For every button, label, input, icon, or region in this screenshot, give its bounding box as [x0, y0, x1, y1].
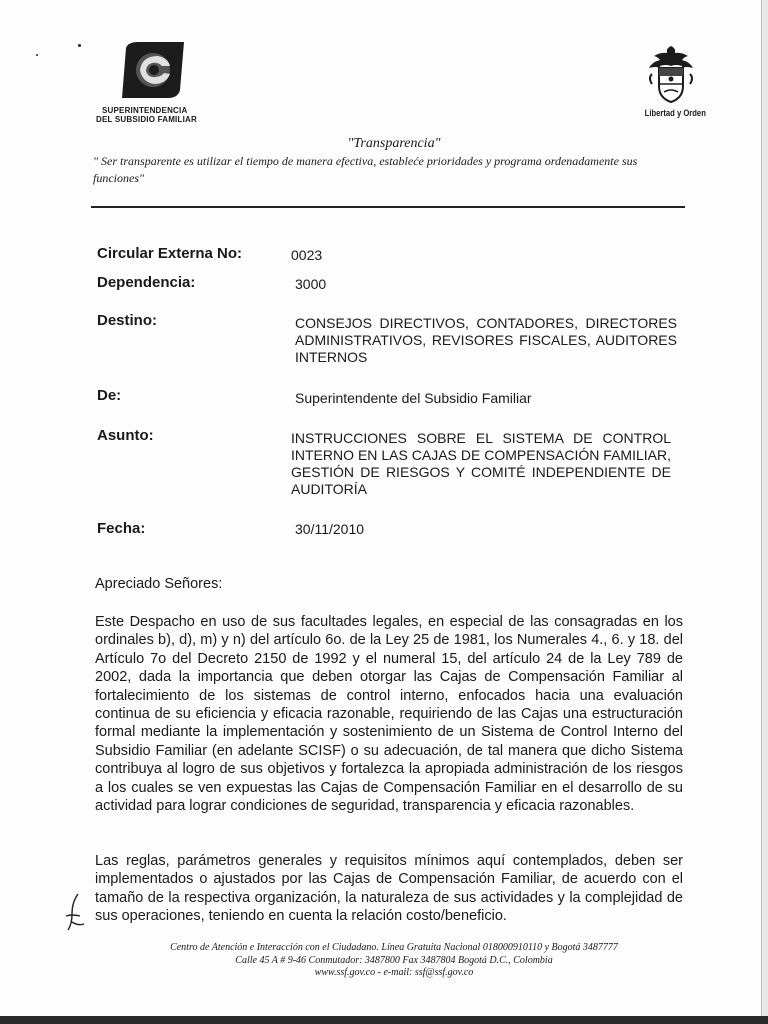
de-label: De: — [97, 387, 122, 404]
ssf-logo-line1: SUPERINTENDENCIA — [102, 106, 188, 115]
coat-of-arms — [640, 44, 706, 118]
ssf-emblem-icon — [118, 40, 188, 100]
page-footer — [0, 942, 768, 980]
scan-bottom-edge — [0, 1016, 768, 1024]
ssf-logo-line2: DEL SUBSIDIO FAMILIAR — [96, 115, 197, 124]
footer-line-2: Calle 45 A # 9-46 Conmutador: 3487800 Fax 3487804 Bogotá D.C., Colombia — [235, 954, 553, 966]
scan-speck — [78, 44, 81, 47]
footer-line-1: Centro de Atención e Interacción con el Ciudadano. Línea Gratuita Nacional 018000910110 y Bogotá 3487777 — [170, 942, 618, 953]
fecha-label: Fecha: — [97, 520, 146, 537]
ssf-logo — [96, 40, 216, 124]
body-paragraph-2: Las reglas, parámetros generales y requisitos mínimos aquí contemplados, deben ser implementados o ajustados por las Cajas de Compensación Familiar, de acuerdo con el tamaño de la respectiva organización, la naturaleza de sus actividades y la complejidad de sus operaciones, teniendo en cuenta la relación costo/beneficio. — [95, 853, 683, 925]
salutation: Apreciado Señores: — [95, 576, 223, 592]
fecha-value: 30/11/2010 — [295, 521, 365, 537]
body-paragraph-1: Este Despacho en uso de sus facultades legales, en especial de las consagradas en los ordinales b), d), m) y n) del artículo 6o. de la Ley 25 de 1981, los Numerales 4., 6. y 18. del Artículo 7o del Decreto 2150 de 1992 y el numeral 15, del artículo 24 de la Ley 789 de 2002, dada la importancia que deben otorgar las Cajas de Compensación Familiar al fortalecimiento de los sistemas de control interno, enfocados hacia una evaluación continua de su eficiencia y eficacia razonable, requiriendo de las Cajas una estructuración formal mediante la implementación y sostenimiento de un Sistema de Control Interno del Subsidio Familiar (en adelante SCISF) o su adecuación, de tal manera que dicho Sistema contribuya al logro de sus objetivos y fortalezca la apropiada administración de los riesgos a los cuales se ven expuestas las Cajas de Compensación Familiar en el desarrollo de su actividad para lograr condiciones de seguridad, transparencia y eficacia razonables. — [95, 614, 683, 815]
coat-of-arms-motto: Libertad y Orden — [644, 108, 706, 118]
circular-value: 0023 — [291, 247, 323, 263]
handwritten-initial-mark — [58, 892, 88, 932]
asunto-value: INSTRUCCIONES SOBRE EL SISTEMA DE CONTROL INTERNO EN LAS CAJAS DE COMPENSACIÓN FAMILIAR, GESTIÓN DE RIESGOS Y COMITÉ INDEPENDIENTE DE AUDITORÍA — [291, 430, 671, 497]
dependencia-value: 3000 — [295, 276, 327, 292]
scan-speck — [36, 54, 38, 56]
dependencia-label: Dependencia: — [97, 274, 196, 291]
de-value: Superintendente del Subsidio Familiar — [295, 390, 532, 406]
motto-quote: " Ser transparente es utilizar el tiempo de manera efectiva, estableće prioridades y programa ordenadamente sus funciones" — [93, 154, 638, 185]
destino-value: CONSEJOS DIRECTIVOS, CONTADORES, DIRECTORES ADMINISTRATIVOS, REVISORES FISCALES, AUDITORES INTERNOS — [295, 315, 677, 365]
condor-shield-icon — [646, 44, 696, 106]
circular-label: Circular Externa No: — [97, 245, 243, 262]
page-edge-shadow — [761, 0, 768, 1024]
ssf-logo-text — [96, 106, 216, 124]
asunto-label: Asunto: — [97, 427, 154, 444]
motto-title: "Transparencia" — [347, 136, 441, 151]
header-divider — [91, 206, 685, 208]
destino-label: Destino: — [97, 312, 157, 329]
footer-line-3: www.ssf.gov.co - e-mail: ssf@ssf.gov.co — [314, 967, 474, 978]
